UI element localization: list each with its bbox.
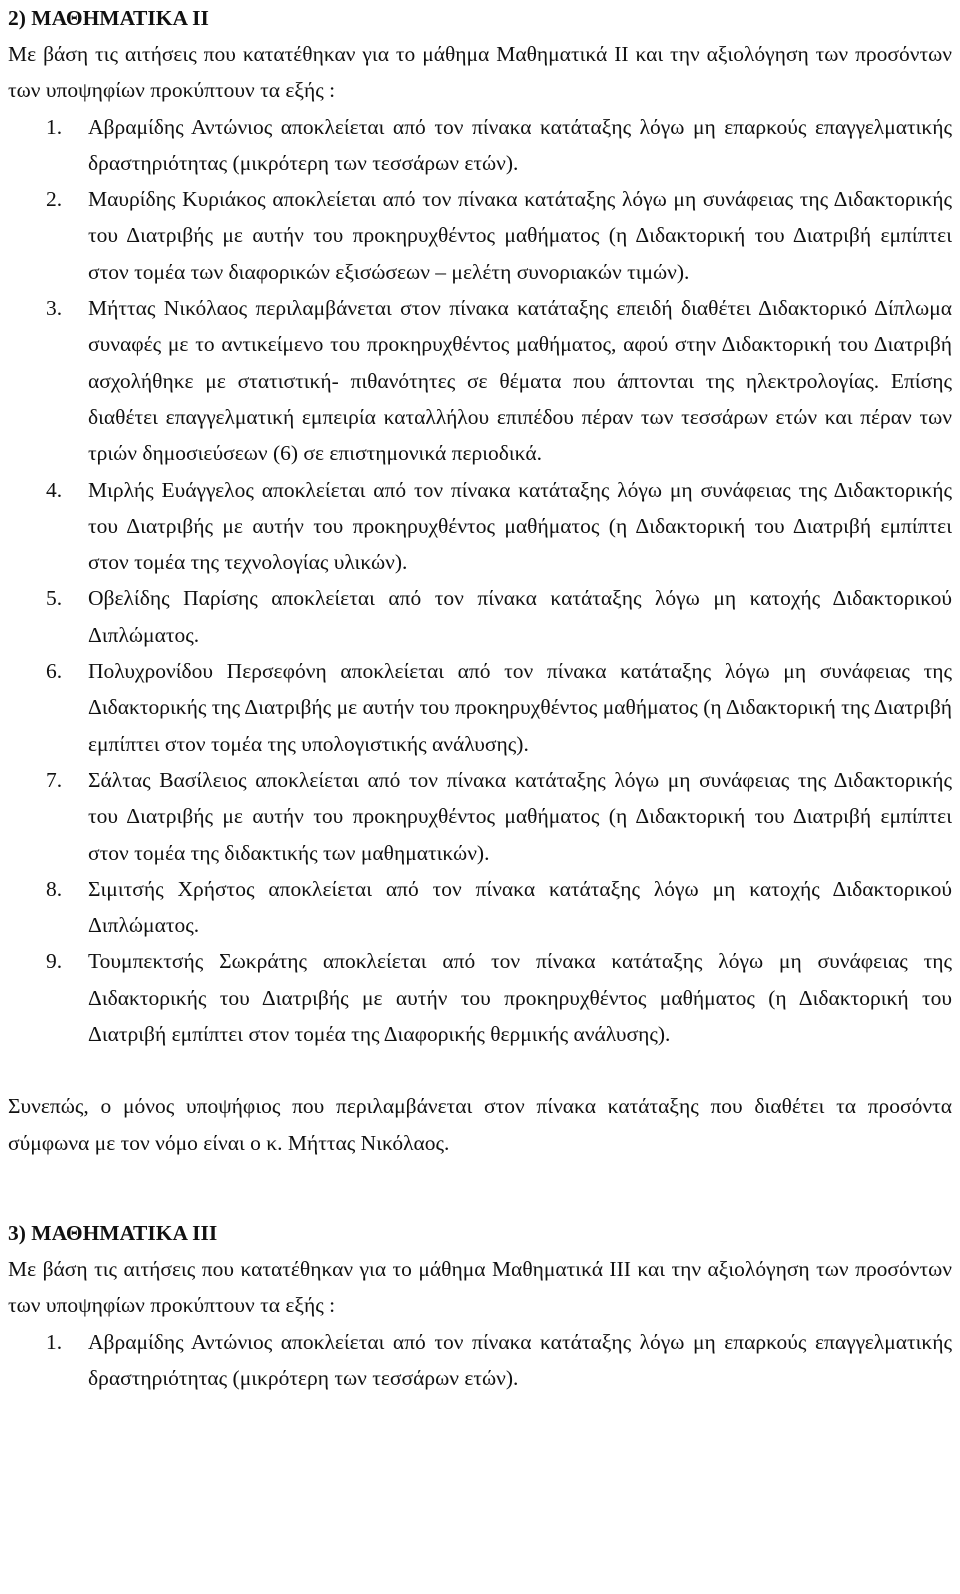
list-item-text: Μήττας Νικόλαος περιλαμβάνεται στον πίνακα κατάταξης επειδή διαθέτει Διδακτορικό Δίπλωμα συναφές με το αντικείμενο του προκηρυχθέντος μαθήματος, αφού στην Διδακτορική του Διατριβή ασχολήθηκε με στατιστική- πιθανότητες σε θέματα που άπτονται της ηλεκτρολογίας. Επίσης διαθέτει επαγγελματική εμπειρία καταλλήλου επιπέδου πέραν των τεσσάρων ετών και πέραν των τριών δημοσιεύσεων (6) σε επιστημονικά περιοδικά. bbox=[88, 296, 952, 466]
list-item bbox=[8, 109, 952, 182]
section-3-intro: Με βάση τις αιτήσεις που κατατέθηκαν για το μάθημα Μαθηματικά ΙΙΙ και την αξιολόγηση των προσόντων των υποψηφίων προκύπτουν τα εξής : bbox=[8, 1256, 952, 1318]
list-item-text: Σάλτας Βασίλειος αποκλείεται από τον πίνακα κατάταξης λόγω μη συνάφειας της Διδακτορικής του Διατριβής με αυτήν του προκηρυχθέντος μαθήματος (η Διδακτορική του Διατριβή εμπίπτει στον τομέα της διδακτικής των μαθηματικών). bbox=[88, 767, 952, 865]
list-item bbox=[8, 762, 952, 871]
list-item-text: Πολυχρονίδου Περσεφόνη αποκλείεται από τον πίνακα κατάταξης λόγω μη συνάφειας της Διδακτορικής της Διατριβής με αυτήν του προκηρυχθέντος μαθήματος (η Διδακτορική της Διατριβή εμπίπτει στον τομέα της υπολογιστικής ανάλυσης). bbox=[88, 659, 952, 756]
section-3-heading: 3) ΜΑΘΗΜΑΤΙΚΑ ΙΙΙ bbox=[8, 1220, 218, 1245]
list-item bbox=[8, 580, 952, 653]
spacer bbox=[8, 1052, 952, 1088]
list-item bbox=[8, 653, 952, 762]
list-item bbox=[8, 871, 952, 944]
list-item-text: Αβραμίδης Αντώνιος αποκλείεται από τον πίνακα κατάταξης λόγω μη επαρκούς επαγγελματικής δραστηριότητας (μικρότερη των τεσσάρων ετών). bbox=[88, 1329, 952, 1390]
list-item-text: Μαυρίδης Κυριάκος αποκλείεται από τον πίνακα κατάταξης λόγω μη συνάφειας της Διδακτορικής του Διατριβής με αυτήν του προκηρυχθέντος μαθήματος (η Διδακτορική του Διατριβή εμπίπτει στον τομέα των διαφορικών εξισώσεων – μελέτη συνοριακών τιμών). bbox=[88, 187, 952, 284]
section-2-intro: Με βάση τις αιτήσεις που κατατέθηκαν για το μάθημα Μαθηματικά ΙΙ και την αξιολόγηση των προσόντων των υποψηφίων προκύπτουν τα εξής : bbox=[8, 42, 952, 103]
section-2-list bbox=[8, 109, 952, 1053]
spacer bbox=[8, 1161, 952, 1215]
list-item-text: Οβελίδης Παρίσης αποκλείεται από τον πίνακα κατάταξης λόγω μη κατοχής Διδακτορικού Διπλώματος. bbox=[88, 586, 952, 647]
list-item-number: 2. bbox=[46, 187, 63, 212]
section-2-heading: 2) ΜΑΘΗΜΑΤΙΚΑ ΙΙ bbox=[8, 6, 209, 30]
list-item bbox=[8, 181, 952, 290]
list-item-number: 3. bbox=[46, 296, 63, 321]
list-item-number: 8. bbox=[46, 876, 63, 901]
list-item bbox=[8, 1324, 952, 1397]
list-item-number: 7. bbox=[46, 767, 63, 792]
list-item-number: 6. bbox=[46, 659, 63, 684]
list-item-text: Αβραμίδης Αντώνιος αποκλείεται από τον πίνακα κατάταξης λόγω μη επαρκούς επαγγελματικής δραστηριότητας (μικρότερη των τεσσάρων ετών). bbox=[88, 114, 952, 175]
list-item-text: Μιρλής Ευάγγελος αποκλείεται από τον πίνακα κατάταξης λόγω μη συνάφειας της Διδακτορικής του Διατριβής με αυτήν του προκηρυχθέντος μαθήματος (η Διδακτορική του Διατριβή εμπίπτει στον τομέα της τεχνολογίας υλικών). bbox=[88, 477, 952, 575]
document-page bbox=[8, 0, 952, 1396]
list-item bbox=[8, 290, 952, 471]
list-item-number: 5. bbox=[46, 586, 63, 611]
list-item bbox=[8, 472, 952, 581]
list-item-number: 4. bbox=[46, 477, 63, 502]
list-item-number: 1. bbox=[46, 114, 63, 139]
list-item bbox=[8, 943, 952, 1052]
section-2-conclusion: Συνεπώς, ο μόνος υποψήφιος που περιλαμβάνεται στον πίνακα κατάταξης που διαθέτει τα προσόντα σύμφωνα με τον νόμο είναι ο κ. Μήττας Νικόλαος. bbox=[8, 1094, 952, 1155]
list-item-text: Τουμπεκτσής Σωκράτης αποκλείεται από τον πίνακα κατάταξης λόγω μη συνάφειας της Διδακτορικής του Διατριβής με αυτήν του προκηρυχθέντος μαθήματος (η Διδακτορική του Διατριβή εμπίπτει στον τομέα της Διαφορικής θερμικής ανάλυσης). bbox=[88, 949, 952, 1047]
list-item-number: 9. bbox=[46, 949, 63, 974]
section-3-list bbox=[8, 1324, 952, 1397]
list-item-text: Σιμιτσής Χρήστος αποκλείεται από τον πίνακα κατάταξης λόγω μη κατοχής Διδακτορικού Διπλώματος. bbox=[88, 876, 952, 938]
list-item-number: 1. bbox=[46, 1329, 63, 1354]
